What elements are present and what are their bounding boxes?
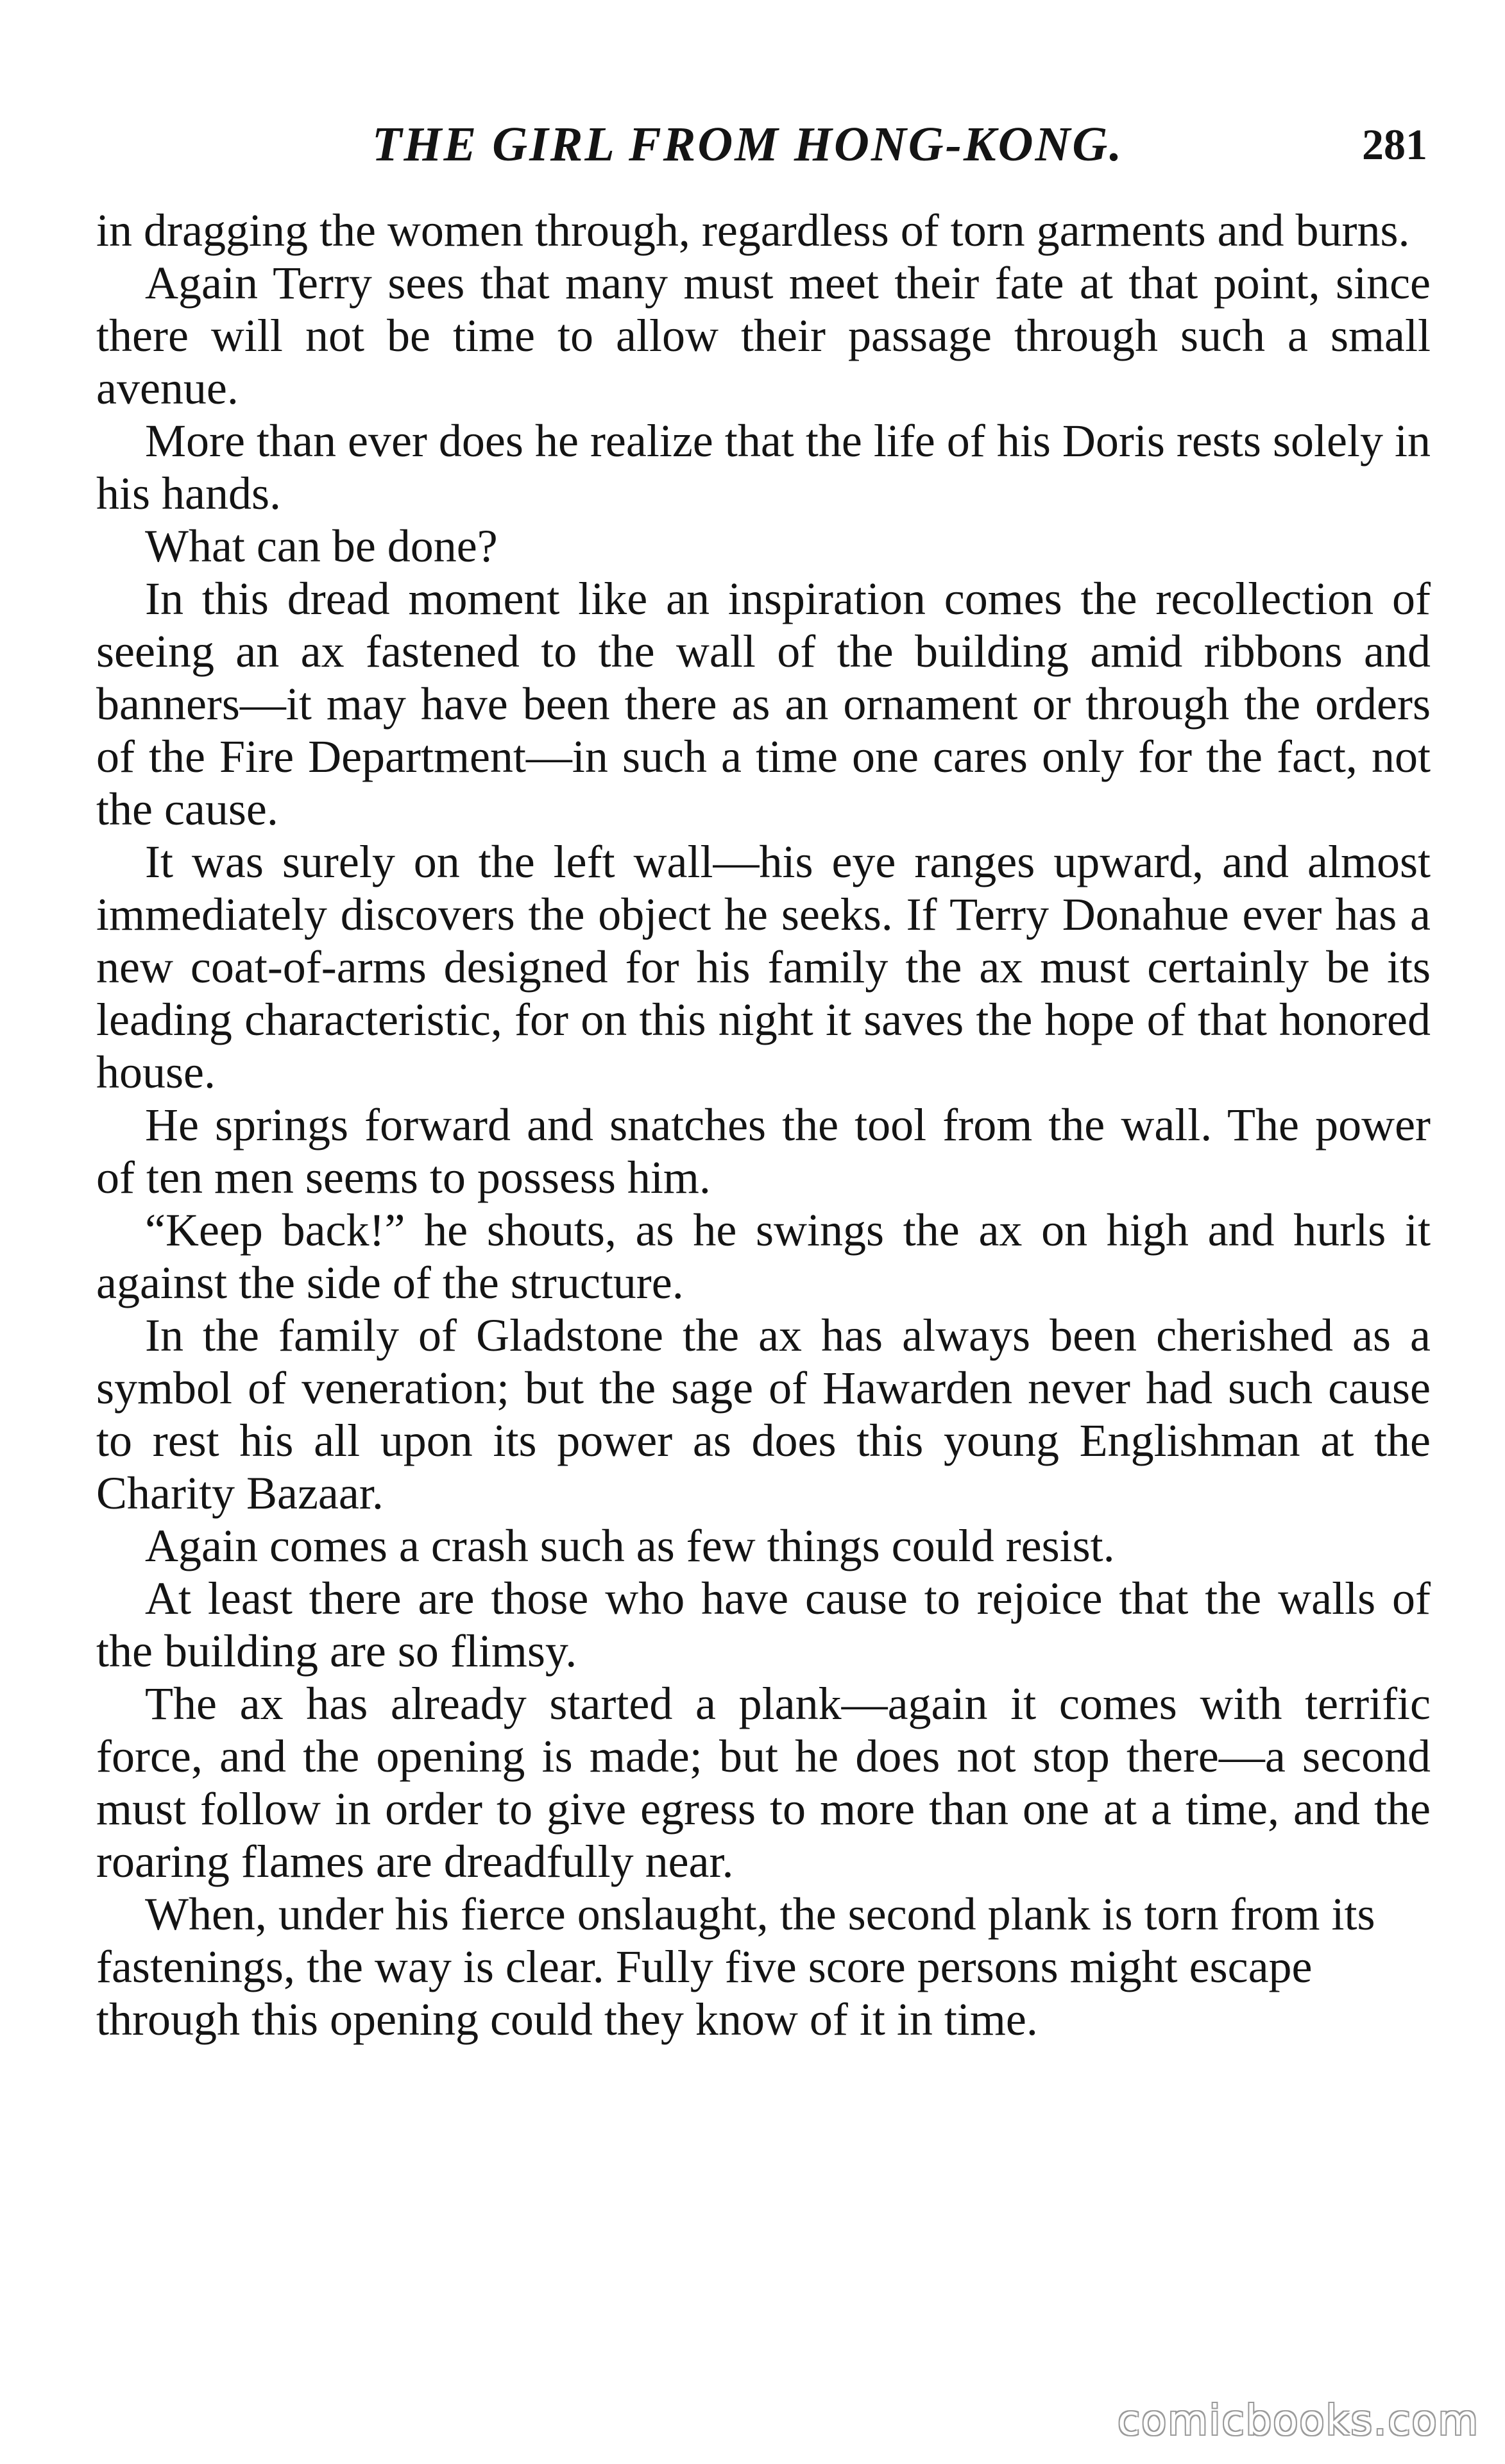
running-head [90, 109, 1427, 180]
paragraph: It was surely on the left wall—his eye ranges upward, and almost immediately discovers the object he seeks. If Terry Donahue ever has a new coat-of-arms designed for his family the ax must certainly be its leading characteristic, for on this night it saves the hope of that honored house. [96, 836, 1431, 1098]
paragraph: More than ever does he realize that the life of his Doris rests solely in his hands. [96, 415, 1431, 519]
paragraph: When, under his fierce onslaught, the second plank is torn from its fastenings, the way is clear. Fully five score persons might escape through this opening could they know of it in time. [96, 1888, 1375, 2045]
paragraph: “Keep back!” he shouts, as he swings the ax on high and hurls it against the side of the structure. [96, 1204, 1431, 1308]
watermark-logo: comicbooks.com [1117, 2397, 1479, 2445]
paragraph: Again comes a crash such as few things could resist. [145, 1520, 1115, 1571]
paragraph: He springs forward and snatches the tool from the wall. The power of ten men seems to possess him. [96, 1099, 1431, 1203]
paragraph: In this dread moment like an inspiration comes the recollection of seeing an ax fastened to the wall of the building amid ribbons and banners—it may have been there as an ornament or through the orders of the Fire Department—in such a time one cares only for the fact, not the cause. [96, 573, 1431, 835]
body-text [96, 204, 1431, 2046]
paragraph: At least there are those who have cause to rejoice that the walls of the building are so flimsy. [96, 1573, 1431, 1677]
paragraph: Again Terry sees that many must meet their fate at that point, since there will not be time to allow their passage through such a small avenue. [96, 257, 1431, 414]
running-title: THE GIRL FROM HONG-KONG. [372, 117, 1124, 171]
paragraph: What can be done? [145, 520, 498, 572]
paragraph: The ax has already started a plank—again it comes with terrific force, and the opening is made; but he does not stop there—a second must follow in order to give egress to more than one at a time, and the roaring flames are dreadfully near. [96, 1678, 1431, 1887]
paragraph: In the family of Gladstone the ax has always been cherished as a symbol of veneration; but the sage of Hawarden never had such cause to rest his all upon its power as does this young Englishman at the Charity Bazaar. [96, 1310, 1431, 1519]
page-number: 281 [1362, 120, 1427, 169]
paragraph-continuation: in dragging the women through, regardless of torn garments and burns. [96, 205, 1410, 256]
